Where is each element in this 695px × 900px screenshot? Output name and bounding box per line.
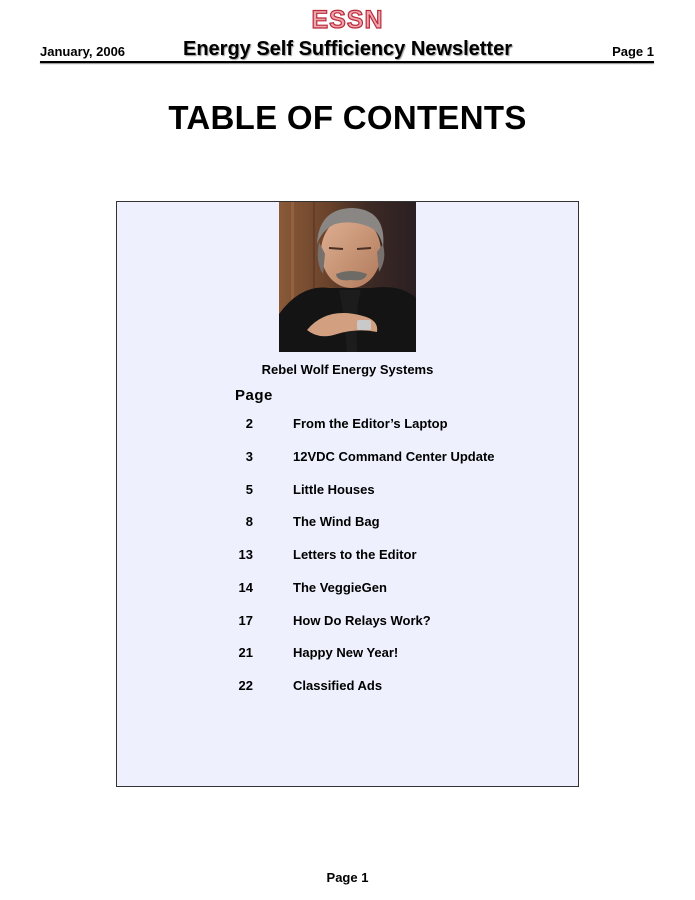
header-page-number: Page 1 [612, 44, 654, 59]
editor-photo [279, 202, 416, 352]
toc-entry-title: Classified Ads [293, 678, 383, 693]
toc-entry-page: 8 [245, 514, 253, 529]
issue-date: January, 2006 [40, 44, 126, 59]
toc-entry [117, 645, 578, 663]
header-divider [40, 61, 654, 63]
toc-entry [117, 514, 578, 532]
toc-entry [117, 449, 578, 467]
toc-entry-title: Little Houses [293, 482, 375, 497]
photo-caption: Rebel Wolf Energy Systems [261, 362, 434, 377]
toc-entry [117, 547, 578, 565]
toc-entry [117, 416, 578, 434]
page-column-header: Page [235, 387, 273, 404]
toc-entry [117, 580, 578, 598]
essn-logo: ESSN [311, 6, 384, 34]
toc-entry-page: 22 [238, 678, 253, 693]
toc-entry-page: 21 [238, 645, 253, 660]
toc-entry-page: 13 [238, 547, 253, 562]
toc-entry-page: 17 [238, 613, 253, 628]
toc-entry-title: The VeggieGen [293, 580, 387, 595]
toc-entry-title: Happy New Year! [293, 645, 399, 660]
toc-entry-title: The Wind Bag [293, 514, 380, 529]
toc-entry [117, 613, 578, 631]
toc-entry-page: 5 [245, 482, 253, 497]
table-of-contents-box [116, 201, 579, 787]
toc-entry-page: 3 [245, 449, 253, 464]
toc-entry-title: Letters to the Editor [293, 547, 417, 562]
toc-entry-title: 12VDC Command Center Update [293, 449, 495, 464]
page-title: TABLE OF CONTENTS [168, 99, 527, 136]
footer-page-number: Page 1 [326, 870, 369, 885]
newsletter-title: Energy Self Sufficiency Newsletter [182, 38, 512, 60]
toc-entry-page: 14 [238, 580, 253, 595]
toc-entry-page: 2 [245, 416, 253, 431]
toc-entry [117, 482, 578, 500]
toc-entry [117, 678, 578, 696]
toc-entry-title: From the Editor’s Laptop [293, 416, 448, 431]
toc-entry-title: How Do Relays Work? [293, 613, 431, 628]
